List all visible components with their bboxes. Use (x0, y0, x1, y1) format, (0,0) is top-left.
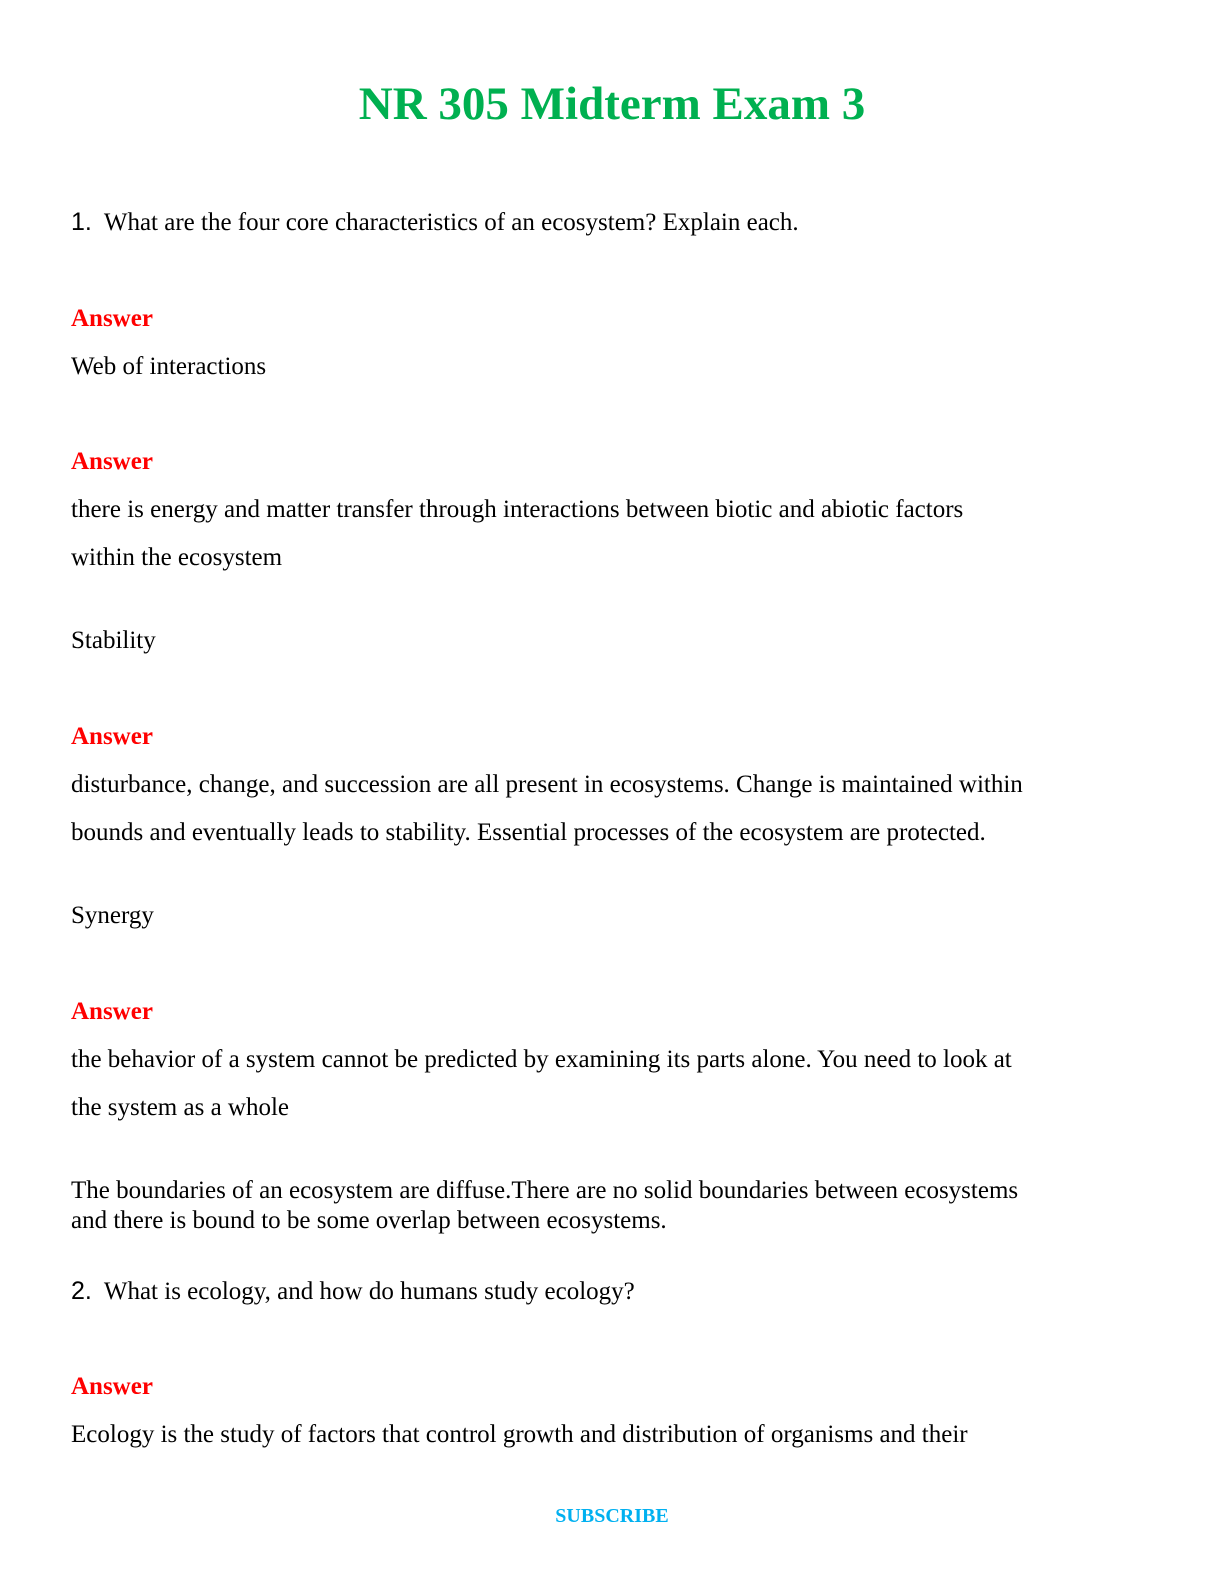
question-2 (71, 1267, 1151, 1316)
answer-label: Answer (71, 448, 153, 475)
boundaries-paragraph (71, 1176, 1151, 1236)
question-number: 1. (71, 208, 92, 236)
answer-text-line: Ecology is the study of factors that control growth and distribution of organisms and their (71, 1421, 968, 1448)
answer-label: Answer (71, 1373, 153, 1400)
subscribe-link[interactable]: SUBSCRIBE (555, 1505, 669, 1527)
answer-text-line: there is energy and matter transfer through interactions between biotic and abiotic factors (71, 496, 964, 523)
answer-text-line: within the ecosystem (71, 544, 283, 571)
answer-text-line: disturbance, change, and succession are all present in ecosystems. Change is maintained within (71, 771, 1023, 798)
question-number: 2. (71, 1277, 92, 1305)
question-text: What is ecology, and how do humans study ecology? (103, 1278, 635, 1305)
answer-label: Answer (71, 723, 153, 750)
answer-label: Answer (71, 998, 153, 1025)
characteristic-synergy: Synergy (71, 902, 154, 929)
question-1 (71, 198, 1151, 247)
answer-block-3 (71, 713, 1151, 857)
characteristic-stability: Stability (71, 627, 156, 654)
paragraph-line: The boundaries of an ecosystem are diffuse.There are no solid boundaries between ecosystems (71, 1177, 1019, 1204)
answer-block-2 (71, 438, 1151, 582)
paragraph-line: and there is bound to be some overlap between ecosystems. (71, 1207, 667, 1234)
answer-label: Answer (71, 305, 153, 332)
question-text: What are the four core characteristics of an ecosystem? Explain each. (103, 209, 799, 236)
page-title: NR 305 Midterm Exam 3 (358, 78, 866, 130)
answer-text-line: the system as a whole (71, 1094, 290, 1121)
answer-block-4 (71, 988, 1151, 1132)
answer-text-line: the behavior of a system cannot be predicted by examining its parts alone. You need to look at (71, 1046, 1012, 1073)
answer-block-5 (71, 1363, 1151, 1459)
answer-block-1 (71, 295, 1151, 391)
answer-text: Web of interactions (71, 353, 267, 380)
answer-text-line: bounds and eventually leads to stability. Essential processes of the ecosystem are protected. (71, 819, 986, 846)
